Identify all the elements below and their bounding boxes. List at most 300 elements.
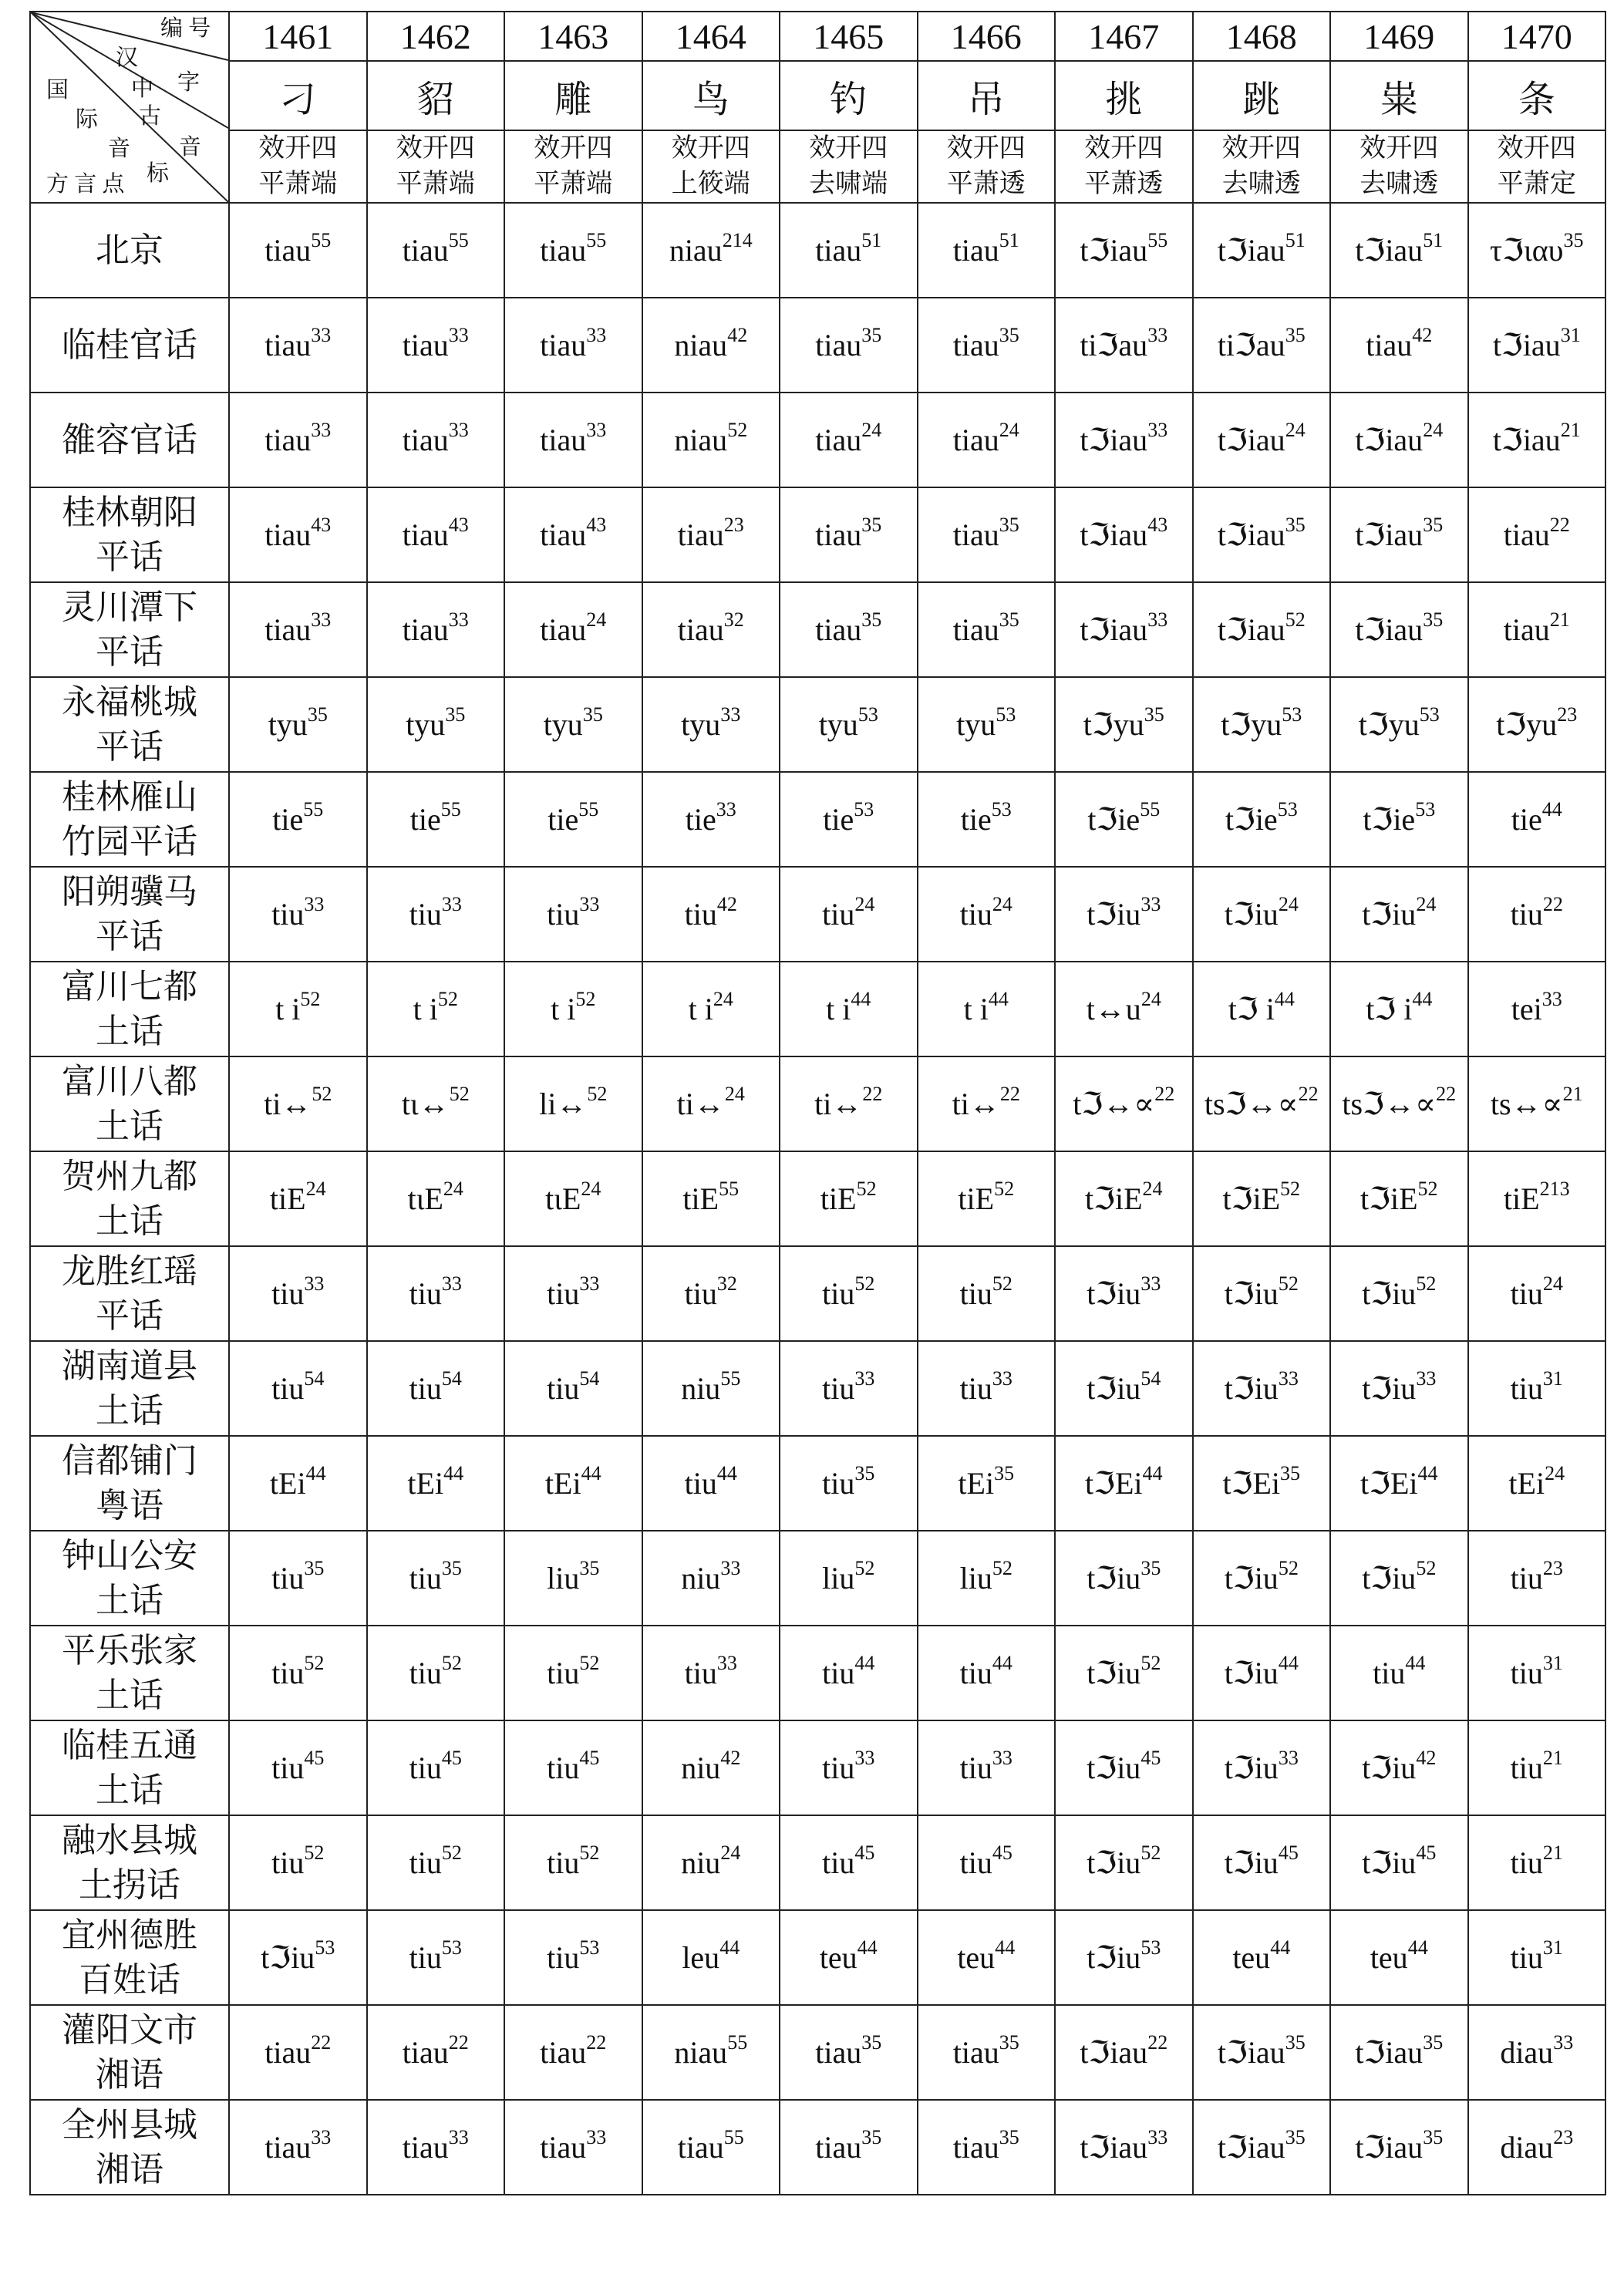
middle-chinese-line: 去啸端 xyxy=(809,170,888,198)
pronunciation-cell xyxy=(1193,2005,1331,2100)
pronunciation-cell xyxy=(780,1056,918,1151)
pronunciation-cell xyxy=(1330,1531,1468,1626)
pronunciation-cell xyxy=(780,867,918,962)
tone-value: 33 xyxy=(304,1272,325,1295)
pronunciation-ipa: tEi xyxy=(269,1466,306,1501)
dialect-name-line: 富川八都 xyxy=(62,1062,197,1100)
tone-value: 22 xyxy=(586,2030,607,2054)
tone-value: 52 xyxy=(1417,1177,1438,1200)
dialect-name xyxy=(30,487,229,582)
pronunciation-ipa: tℑiu xyxy=(1362,1371,1417,1406)
pronunciation-ipa: tiu xyxy=(684,1466,717,1501)
tone-value: 44 xyxy=(995,1936,1016,1959)
tone-value: 31 xyxy=(1560,323,1581,346)
pronunciation-ipa: tiau xyxy=(540,328,587,362)
pronunciation-ipa: tiu xyxy=(409,1561,442,1596)
pronunciation-ipa: tℑyu xyxy=(1496,707,1558,742)
dialect-name-line: 竹园平话 xyxy=(62,822,197,861)
pronunciation-cell xyxy=(504,1341,642,1436)
header-corner-cell xyxy=(30,12,229,203)
pronunciation-ipa: teu xyxy=(957,1940,996,1975)
tone-value: 33 xyxy=(311,418,332,441)
tone-value: 22 xyxy=(1542,892,1563,915)
pronunciation-cell xyxy=(504,393,642,487)
tone-value: 44 xyxy=(1417,1461,1438,1484)
tone-value: 45 xyxy=(854,1841,875,1864)
dialect-name-line: 平话 xyxy=(96,632,163,671)
pronunciation-ipa: tiau xyxy=(952,2130,999,2165)
pronunciation-ipa: tℑiau xyxy=(1355,517,1424,552)
tone-value: 23 xyxy=(1553,2125,1574,2148)
pronunciation-cell xyxy=(367,1056,505,1151)
pronunciation-ipa: tℑiu xyxy=(1362,1561,1417,1596)
pronunciation-cell xyxy=(642,582,780,677)
tone-value: 51 xyxy=(999,228,1019,251)
dialect-name-line: 湖南道县 xyxy=(62,1346,197,1385)
pronunciation-cell xyxy=(1193,487,1331,582)
pronunciation-cell xyxy=(229,582,367,677)
tone-value: 45 xyxy=(304,1746,325,1769)
tone-value: 52 xyxy=(587,1082,608,1105)
tone-value: 24 xyxy=(992,892,1012,915)
pronunciation-cell xyxy=(1468,867,1606,962)
pronunciation-ipa: tiau xyxy=(540,423,587,457)
tone-value: 22 xyxy=(1436,1082,1457,1105)
pronunciation-cell xyxy=(1193,867,1331,962)
dialect-name xyxy=(30,393,229,487)
pronunciation-cell xyxy=(1193,1056,1331,1151)
pronunciation-ipa: tℑiu xyxy=(1087,1561,1141,1596)
pronunciation-ipa: liu xyxy=(547,1561,580,1596)
pronunciation-ipa: tiau xyxy=(402,612,449,647)
dialect-name-line: 粤语 xyxy=(96,1486,163,1525)
pronunciation-cell xyxy=(1468,582,1606,677)
pronunciation-ipa: tιE xyxy=(407,1181,443,1216)
tone-value: 35 xyxy=(307,703,328,726)
table-row xyxy=(30,582,1605,677)
pronunciation-cell xyxy=(918,1246,1056,1341)
tone-value: 33 xyxy=(1147,2125,1168,2148)
pronunciation-cell xyxy=(642,203,780,298)
tone-value: 52 xyxy=(441,1651,462,1674)
pronunciation-ipa: tiu xyxy=(1510,1845,1543,1880)
pronunciation-cell xyxy=(1193,203,1331,298)
table-row xyxy=(30,1720,1605,1815)
column-character: 条 xyxy=(1468,61,1606,130)
pronunciation-cell xyxy=(229,203,367,298)
pronunciation-cell xyxy=(1193,1341,1331,1436)
pronunciation-cell xyxy=(1330,1436,1468,1531)
pronunciation-ipa: tℑiau xyxy=(1355,2035,1424,2070)
middle-chinese-line: 效开四 xyxy=(671,134,750,163)
pronunciation-ipa: ti↔ xyxy=(676,1087,725,1121)
tone-value: 33 xyxy=(586,323,607,346)
column-middle-chinese xyxy=(1330,130,1468,203)
tone-value: 35 xyxy=(999,2030,1019,2054)
middle-chinese-line: 效开四 xyxy=(1221,134,1301,163)
pronunciation-cell xyxy=(1468,1720,1606,1815)
pronunciation-ipa: tiau xyxy=(402,517,449,552)
pronunciation-ipa: tℑie xyxy=(1225,802,1278,837)
pronunciation-ipa: niu xyxy=(681,1751,721,1785)
pronunciation-cell xyxy=(918,1626,1056,1720)
pronunciation-cell xyxy=(918,1815,1056,1910)
tone-value: 35 xyxy=(445,703,466,726)
tone-value: 53 xyxy=(1282,703,1302,726)
tone-value: 52 xyxy=(992,1556,1012,1579)
pronunciation-cell xyxy=(367,1341,505,1436)
tone-value: 51 xyxy=(861,228,882,251)
tone-value: 35 xyxy=(582,703,603,726)
tone-value: 33 xyxy=(441,1272,462,1295)
pronunciation-cell xyxy=(367,677,505,772)
pronunciation-cell xyxy=(1055,582,1193,677)
tone-value: 53 xyxy=(996,703,1016,726)
pronunciation-ipa: teu xyxy=(1370,1940,1408,1975)
tone-value: 44 xyxy=(716,1461,737,1484)
corner-label-guo: 国 xyxy=(46,78,69,103)
tone-value: 24 xyxy=(724,1082,745,1105)
corner-label-han: 汉 xyxy=(116,45,139,70)
pronunciation-ipa: tiu xyxy=(1510,1940,1543,1975)
pronunciation-cell xyxy=(367,298,505,393)
pronunciation-cell xyxy=(504,582,642,677)
pronunciation-ipa: tℑiu xyxy=(1362,1276,1417,1311)
pronunciation-ipa: tℑiu xyxy=(1087,1845,1141,1880)
pronunciation-ipa: tℑiau xyxy=(1080,612,1148,647)
pronunciation-ipa: tiau xyxy=(540,233,587,268)
pronunciation-cell xyxy=(367,1246,505,1341)
tone-value: 54 xyxy=(441,1366,462,1390)
pronunciation-ipa: tiau xyxy=(815,328,862,362)
pronunciation-cell xyxy=(1055,1151,1193,1246)
pronunciation-ipa: tiau xyxy=(264,2130,312,2165)
pronunciation-cell xyxy=(367,1531,505,1626)
tone-value: 24 xyxy=(854,892,875,915)
dialect-name-line: 全州县城 xyxy=(62,2105,197,2144)
pronunciation-cell xyxy=(229,2005,367,2100)
pronunciation-ipa: tiu xyxy=(547,1845,580,1880)
tone-value: 33 xyxy=(586,2125,607,2148)
pronunciation-cell xyxy=(918,1056,1056,1151)
middle-chinese-line: 去啸透 xyxy=(1221,170,1301,198)
pronunciation-ipa: tyu xyxy=(956,707,996,742)
pronunciation-cell xyxy=(1055,1531,1193,1626)
dialect-name-line: 土话 xyxy=(96,1581,163,1619)
pronunciation-cell xyxy=(918,298,1056,393)
pronunciation-cell xyxy=(642,1246,780,1341)
pronunciation-cell xyxy=(1330,867,1468,962)
pronunciation-cell xyxy=(1193,677,1331,772)
pronunciation-ipa: tyu xyxy=(818,707,858,742)
pronunciation-ipa: tiau xyxy=(815,517,862,552)
tone-value: 45 xyxy=(579,1746,600,1769)
pronunciation-ipa: tiu xyxy=(822,1371,855,1406)
pronunciation-ipa: teu xyxy=(819,1940,857,1975)
corner-label-number: 编 号 xyxy=(160,16,211,41)
tone-value: 21 xyxy=(1549,608,1570,631)
pronunciation-ipa: tℑiu xyxy=(1224,1656,1279,1690)
tone-value: 53 xyxy=(579,1936,600,1959)
tone-value: 213 xyxy=(1539,1177,1570,1200)
dialect-name-line: 临桂官话 xyxy=(62,325,197,364)
tone-value: 21 xyxy=(1562,1082,1583,1105)
tone-value: 31 xyxy=(1542,1366,1563,1390)
pronunciation-ipa: tiau xyxy=(952,612,999,647)
pronunciation-cell xyxy=(1055,1341,1193,1436)
pronunciation-cell xyxy=(1330,1151,1468,1246)
pronunciation-ipa: tiu xyxy=(822,1845,855,1880)
pronunciation-cell xyxy=(1055,487,1193,582)
pronunciation-ipa: tei xyxy=(1511,992,1542,1026)
tone-value: 52 xyxy=(1416,1272,1437,1295)
table-row xyxy=(30,1246,1605,1341)
dialect-name xyxy=(30,1531,229,1626)
pronunciation-cell xyxy=(1193,1531,1331,1626)
pronunciation-ipa: tiau xyxy=(815,2035,862,2070)
pronunciation-ipa: tiE xyxy=(269,1181,306,1216)
pronunciation-cell xyxy=(229,1056,367,1151)
tone-value: 52 xyxy=(304,1841,325,1864)
pronunciation-cell xyxy=(642,677,780,772)
tone-value: 44 xyxy=(1274,987,1295,1010)
tone-value: 51 xyxy=(1423,228,1444,251)
pronunciation-cell xyxy=(367,1815,505,1910)
pronunciation-cell xyxy=(642,1626,780,1720)
pronunciation-ipa: tℑEi xyxy=(1360,1466,1418,1501)
middle-chinese-line: 效开四 xyxy=(1497,134,1576,163)
pronunciation-cell xyxy=(1330,1626,1468,1720)
tone-value: 45 xyxy=(441,1746,462,1769)
tone-value: 44 xyxy=(305,1461,326,1484)
tone-value: 52 xyxy=(1141,1841,1161,1864)
tone-value: 22 xyxy=(1298,1082,1319,1105)
pronunciation-cell xyxy=(780,582,918,677)
corner-label-biao: 标 xyxy=(147,161,170,186)
dialect-name xyxy=(30,1151,229,1246)
pronunciation-ipa: tiau xyxy=(402,423,449,457)
tone-value: 33 xyxy=(1541,987,1562,1010)
column-middle-chinese xyxy=(642,130,780,203)
pronunciation-ipa: tℑie xyxy=(1363,802,1416,837)
table-row xyxy=(30,1531,1605,1626)
column-middle-chinese xyxy=(1468,130,1606,203)
pronunciation-ipa: niu xyxy=(681,1371,721,1406)
tone-value: 33 xyxy=(311,608,332,631)
tone-value: 42 xyxy=(716,892,737,915)
table-row xyxy=(30,1436,1605,1531)
pronunciation-ipa: t i xyxy=(551,992,576,1026)
pronunciation-cell xyxy=(1468,487,1606,582)
column-character: 吊 xyxy=(918,61,1056,130)
tone-value: 53 xyxy=(1277,797,1298,821)
dialect-name-line: 土话 xyxy=(96,1012,163,1050)
pronunciation-ipa: tℑiu xyxy=(1087,1656,1141,1690)
column-character: 貂 xyxy=(367,61,505,130)
table-row xyxy=(30,677,1605,772)
dialect-name xyxy=(30,1056,229,1151)
pronunciation-cell xyxy=(642,1720,780,1815)
middle-chinese-line: 平萧端 xyxy=(258,170,338,198)
pronunciation-ipa: tℑiau xyxy=(1217,612,1285,647)
pronunciation-ipa: tℑiau xyxy=(1080,517,1148,552)
corner-label-yin2: 音 xyxy=(108,136,131,161)
pronunciation-cell xyxy=(642,962,780,1056)
pronunciation-cell xyxy=(780,2100,918,2195)
table-row xyxy=(30,1056,1605,1151)
pronunciation-ipa: tiE xyxy=(958,1181,995,1216)
dialect-name-line: 北京 xyxy=(96,231,163,269)
tone-value: 24 xyxy=(720,1841,741,1864)
pronunciation-cell xyxy=(1055,1815,1193,1910)
tone-value: 53 xyxy=(1415,797,1436,821)
pronunciation-ipa: tiu xyxy=(959,1751,992,1785)
tone-value: 33 xyxy=(448,2125,469,2148)
pronunciation-ipa: tℑiau xyxy=(1355,2130,1424,2165)
column-character: 挑 xyxy=(1055,61,1193,130)
tone-value: 35 xyxy=(861,513,882,536)
middle-chinese-line: 效开四 xyxy=(1084,134,1164,163)
pronunciation-ipa: tiau xyxy=(1503,517,1550,552)
pronunciation-ipa: tℑiau xyxy=(1217,2035,1285,2070)
tone-value: 52 xyxy=(304,1651,325,1674)
tone-value: 52 xyxy=(449,1082,470,1105)
middle-chinese-line: 平萧端 xyxy=(534,170,613,198)
dialect-name-line: 平话 xyxy=(96,1296,163,1335)
pronunciation-cell xyxy=(1193,393,1331,487)
pronunciation-cell xyxy=(367,1151,505,1246)
pronunciation-cell xyxy=(918,393,1056,487)
pronunciation-ipa: tℑEi xyxy=(1084,1466,1143,1501)
tone-value: 44 xyxy=(1278,1651,1299,1674)
tone-value: 33 xyxy=(1553,2030,1574,2054)
tone-value: 45 xyxy=(992,1841,1012,1864)
pronunciation-ipa: tιE xyxy=(545,1181,581,1216)
tone-value: 24 xyxy=(861,418,882,441)
tone-value: 22 xyxy=(1154,1082,1175,1105)
tone-value: 53 xyxy=(441,1936,462,1959)
tone-value: 53 xyxy=(857,703,878,726)
table-row xyxy=(30,962,1605,1056)
table-row xyxy=(30,2100,1605,2195)
pronunciation-ipa: tℑyu xyxy=(1221,707,1282,742)
pronunciation-cell xyxy=(1055,962,1193,1056)
tone-value: 31 xyxy=(1542,1936,1563,1959)
pronunciation-cell xyxy=(1055,1626,1193,1720)
dialect-name-line: 土话 xyxy=(96,1676,163,1714)
dialect-name-line: 湘语 xyxy=(96,2150,163,2189)
column-middle-chinese xyxy=(780,130,918,203)
pronunciation-ipa: tiau xyxy=(402,2035,449,2070)
pronunciation-ipa: li↔ xyxy=(539,1087,588,1121)
pronunciation-cell xyxy=(229,1626,367,1720)
pronunciation-cell xyxy=(780,1341,918,1436)
dialect-name-line: 富川七都 xyxy=(62,967,197,1006)
tone-value: 24 xyxy=(581,1177,601,1200)
pronunciation-ipa: tℑiu xyxy=(1224,897,1279,932)
tone-value: 53 xyxy=(315,1936,335,1959)
pronunciation-cell xyxy=(918,582,1056,677)
pronunciation-ipa: tiau xyxy=(815,233,862,268)
pronunciation-ipa: tiau xyxy=(952,517,999,552)
column-number: 1470 xyxy=(1468,12,1606,61)
pronunciation-cell xyxy=(1055,1436,1193,1531)
pronunciation-cell xyxy=(918,2100,1056,2195)
pronunciation-cell xyxy=(780,677,918,772)
dialect-name-line: 平乐张家 xyxy=(62,1631,197,1670)
pronunciation-cell xyxy=(1055,677,1193,772)
tone-value: 31 xyxy=(1542,1651,1563,1674)
tone-value: 35 xyxy=(861,608,882,631)
corner-label-dialect-point: 方 言 点 xyxy=(46,172,125,197)
column-character: 刁 xyxy=(229,61,367,130)
middle-chinese-line: 效开四 xyxy=(1360,134,1439,163)
table-row xyxy=(30,1910,1605,2005)
corner-label-yin: 音 xyxy=(179,135,202,160)
pronunciation-cell xyxy=(918,487,1056,582)
middle-chinese-line: 效开四 xyxy=(396,134,475,163)
pronunciation-cell xyxy=(504,1436,642,1531)
pronunciation-ipa: liu xyxy=(959,1561,992,1596)
pronunciation-ipa: tℑiu xyxy=(1224,1845,1279,1880)
pronunciation-cell xyxy=(1468,1246,1606,1341)
dialect-name-line: 土话 xyxy=(96,1201,163,1240)
pronunciation-ipa: tiu xyxy=(271,897,305,932)
pronunciation-cell xyxy=(1468,1436,1606,1531)
pronunciation-ipa: tEi xyxy=(1508,1466,1545,1501)
tone-value: 24 xyxy=(1278,892,1299,915)
pronunciation-ipa: t↔u xyxy=(1086,992,1141,1026)
pronunciation-cell xyxy=(1330,393,1468,487)
tone-value: 44 xyxy=(443,1461,464,1484)
pronunciation-ipa: tEi xyxy=(407,1466,444,1501)
tone-value: 35 xyxy=(304,1556,325,1579)
pronunciation-ipa: tiu xyxy=(271,1276,305,1311)
dialect-name xyxy=(30,1815,229,1910)
pronunciation-cell xyxy=(504,1151,642,1246)
tone-value: 33 xyxy=(992,1746,1012,1769)
dialect-name-line: 土话 xyxy=(96,1771,163,1809)
pronunciation-ipa: tiu xyxy=(271,1751,305,1785)
middle-chinese-line: 平萧定 xyxy=(1497,170,1576,198)
pronunciation-cell xyxy=(780,393,918,487)
pronunciation-ipa: tie xyxy=(823,802,854,837)
tone-value: 24 xyxy=(1423,418,1444,441)
pronunciation-cell xyxy=(642,1056,780,1151)
pronunciation-ipa: tiu xyxy=(547,1371,580,1406)
pronunciation-cell xyxy=(1193,2100,1331,2195)
tone-value: 33 xyxy=(579,892,600,915)
pronunciation-ipa: tiu xyxy=(684,1656,717,1690)
pronunciation-cell xyxy=(367,1626,505,1720)
tone-value: 35 xyxy=(861,2030,882,2054)
pronunciation-ipa: tiau xyxy=(264,328,312,362)
pronunciation-ipa: tℑiu xyxy=(1362,1845,1417,1880)
pronunciation-ipa: tyu xyxy=(681,707,721,742)
pronunciation-ipa: tℑiE xyxy=(1360,1181,1418,1216)
pronunciation-ipa: t i xyxy=(688,992,713,1026)
tone-value: 54 xyxy=(579,1366,600,1390)
table-row xyxy=(30,772,1605,867)
tone-value: 52 xyxy=(992,1272,1012,1295)
column-middle-chinese xyxy=(229,130,367,203)
pronunciation-cell xyxy=(642,1531,780,1626)
pronunciation-cell xyxy=(504,1531,642,1626)
tone-value: 35 xyxy=(579,1556,600,1579)
pronunciation-ipa: tie xyxy=(272,802,304,837)
tone-value: 44 xyxy=(1405,1651,1426,1674)
pronunciation-ipa: tiu xyxy=(271,1561,305,1596)
